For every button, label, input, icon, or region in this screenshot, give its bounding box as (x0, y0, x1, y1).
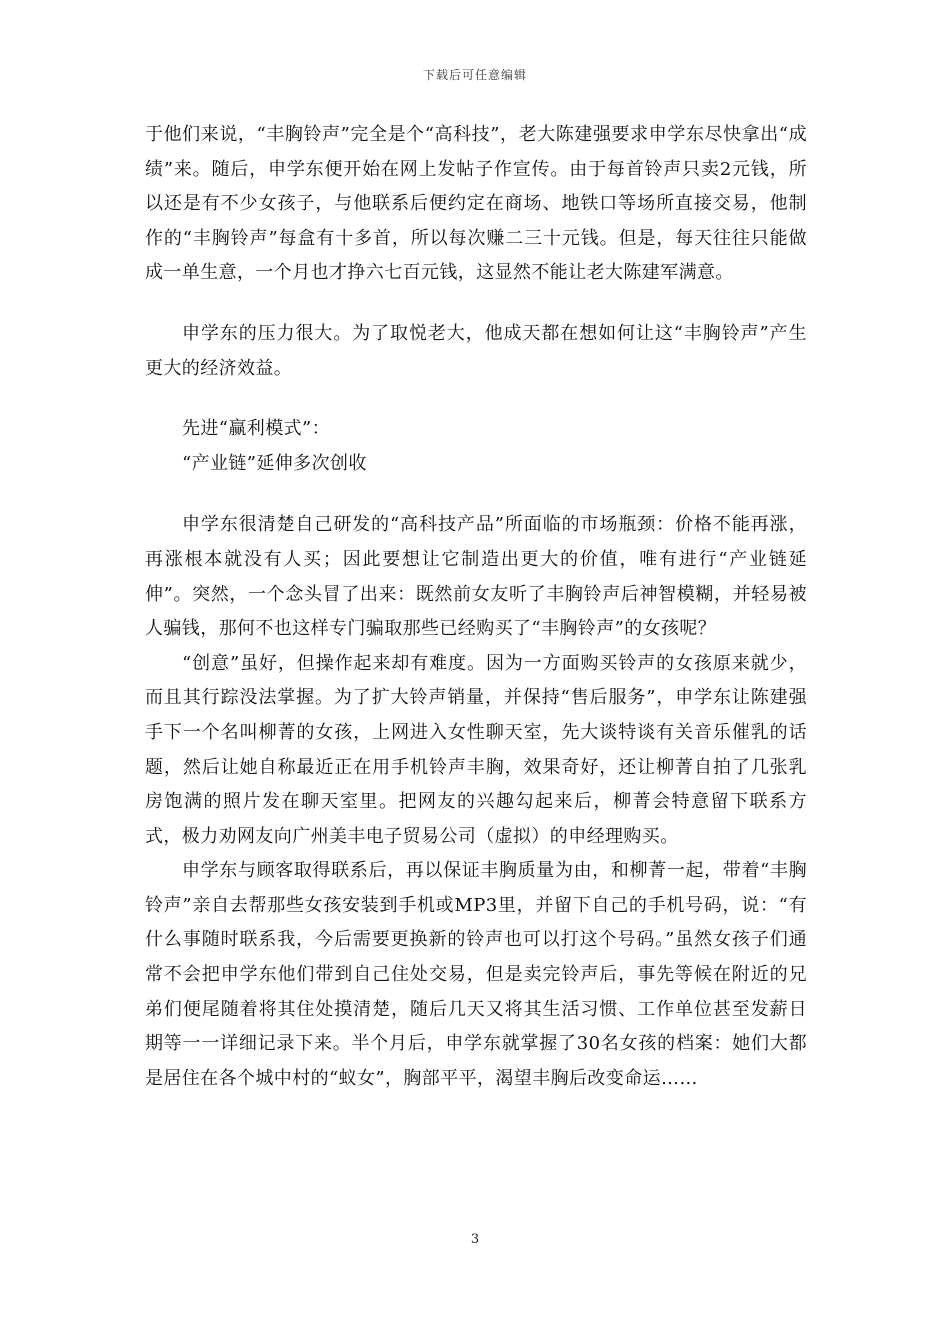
paragraph-1: 于他们来说，“丰胸铃声”完全是个“高科技”，老大陈建强要求申学东尽快拿出“成绩”来。随后，申学东便开始在网上发帖子作宣传。由于每首铃声只卖2元钱，所以还是有不少女孩子，与他联系后便约定在商场、地铁口等场所直接交易，他制作的“丰胸铃声”每盒有十多首，所以每次赚二三十元钱。但是，每天往往只能做成一单生意，一个月也才挣六七百元钱，这显然不能让老大陈建军满意。 (145, 124, 807, 284)
paragraph-2: 申学东的压力很大。为了取悦老大，他成天都在想如何让这“丰胸铃声”产生更大的经济效益。 (145, 322, 807, 379)
subheading-1: 先进“赢利模式”： (182, 418, 331, 440)
paragraph-5: 申学东与顾客取得联系后，再以保证丰胸质量为由，和柳菁一起，带着“丰胸铃声”亲自去帮那些女孩安装到手机或MP3里，并留下自己的手机号码，说：“有什么事随时联系我，今后需要更换新的铃声也可以打这个号码。”虽然女孩子们通常不会把申学东他们带到自己住处交易，但是卖完铃声后，事先等候在附近的兄弟们便尾随着将其住处摸清楚，随后几天又将其生活习惯、工作单位甚至发薪日期等一一详细记录下来。半个月后，申学东就掌握了30名女孩的档案：她们大都是居住在各个城中村的“蚁女”，胸部平平，渴望丰胸后改变命运…… (145, 860, 807, 1089)
page-number: 3 (470, 1232, 480, 1247)
subheading-2: “产业链”延伸多次创收 (182, 452, 367, 474)
paragraph-4: “创意”虽好，但操作起来却有难度。因为一方面购买铃声的女孩原来就少，而且其行踪没法掌握。为了扩大铃声销量，并保持“售后服务”，申学东让陈建强手下一个名叫柳菁的女孩，上网进入女性聊天室，先大谈特谈有关音乐催乳的话题，然后让她自称最近正在用手机铃声丰胸，效果奇好，还让柳菁自拍了几张乳房饱满的照片发在聊天室里。把网友的兴趣勾起来后，柳菁会特意留下联系方式，极力劝网友向广州美丰电子贸易公司（虚拟）的申经理购买。 (145, 652, 807, 847)
document-body (145, 118, 807, 1096)
paragraph-3: 申学东很清楚自己研发的“高科技产品”所面临的市场瓶颈：价格不能再涨，再涨根本就没有人买；因此要想让它制造出更大的价值，唯有进行“产业链延伸”。突然，一个念头冒了出来：既然前女友听了丰胸铃声后神智模糊，并轻易被人骗钱，那何不也这样专门骗取那些已经购买了“丰胸铃声”的女孩呢？ (145, 514, 807, 640)
page-header: 下载后可任意编辑 (422, 68, 527, 82)
